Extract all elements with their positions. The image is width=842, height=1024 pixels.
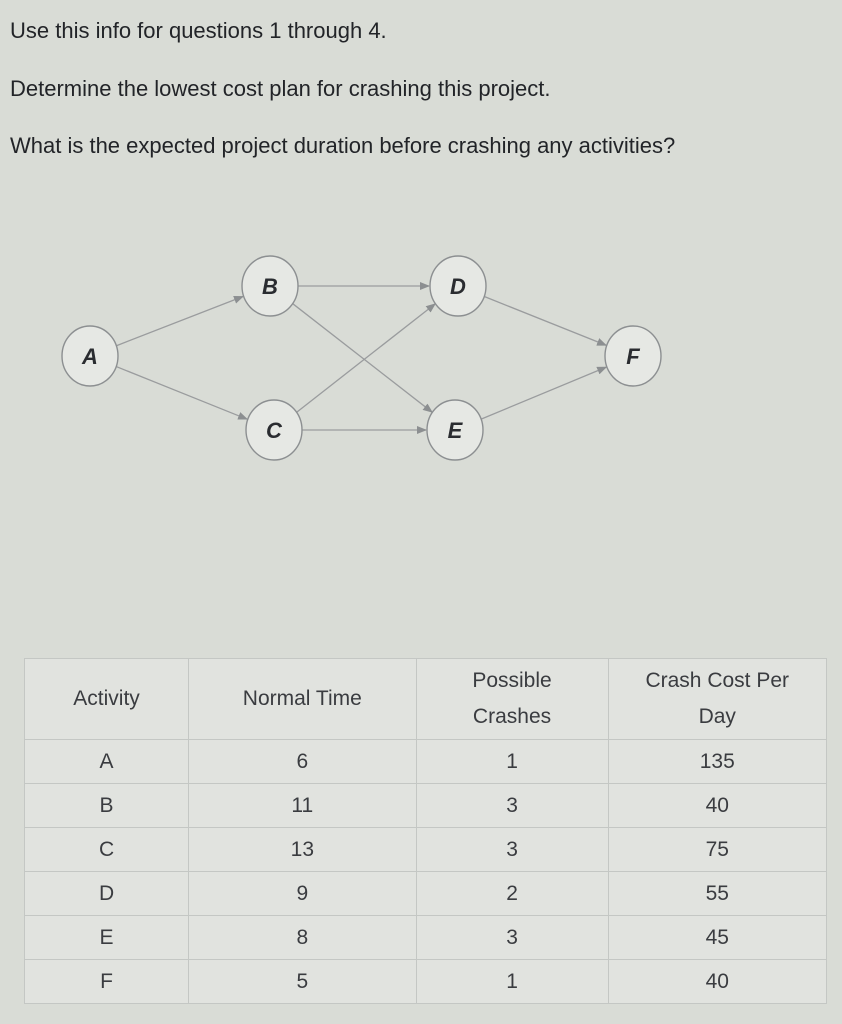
- table-row: [25, 828, 827, 872]
- node-label: F: [626, 344, 640, 369]
- cell-normal-time: 13: [189, 828, 416, 872]
- cell-possible-crashes: 3: [416, 784, 608, 828]
- cell-activity: A: [25, 740, 189, 784]
- cell-activity: F: [25, 960, 189, 1004]
- cell-crash-cost: 40: [608, 960, 827, 1004]
- cell-crash-cost: 55: [608, 872, 827, 916]
- header-normal-time: Normal Time: [189, 659, 416, 740]
- activity-table: [24, 658, 827, 1004]
- cell-possible-crashes: 2: [416, 872, 608, 916]
- arrow-a-to-b: [116, 297, 243, 346]
- arrow-d-to-f: [484, 296, 606, 345]
- node-a: [62, 326, 118, 386]
- cell-normal-time: 11: [189, 784, 416, 828]
- node-b: [242, 256, 298, 316]
- cell-activity: E: [25, 916, 189, 960]
- table-row: [25, 960, 827, 1004]
- arrow-e-to-f: [481, 367, 606, 419]
- table-row: [25, 784, 827, 828]
- table-row: [25, 740, 827, 784]
- cell-crash-cost: 75: [608, 828, 827, 872]
- cell-crash-cost: 45: [608, 916, 827, 960]
- header-crash-cost-per-day: Crash Cost Per Day: [608, 659, 827, 740]
- question-crash-plan: Determine the lowest cost plan for crashing this project.: [10, 76, 551, 101]
- cell-crash-cost: 40: [608, 784, 827, 828]
- node-label: B: [262, 274, 278, 299]
- table-row: [25, 916, 827, 960]
- node-c: [246, 400, 302, 460]
- node-label: D: [450, 274, 466, 299]
- cell-activity: B: [25, 784, 189, 828]
- cell-crash-cost: 135: [608, 740, 827, 784]
- node-label: E: [447, 418, 463, 443]
- arrow-b-to-e: [292, 303, 432, 412]
- cell-possible-crashes: 1: [416, 740, 608, 784]
- node-f: [605, 326, 661, 386]
- cell-possible-crashes: 3: [416, 828, 608, 872]
- cell-possible-crashes: 1: [416, 960, 608, 1004]
- question-expected-duration: What is the expected project duration before crashing any activities?: [10, 133, 676, 158]
- cell-normal-time: 8: [189, 916, 416, 960]
- cell-normal-time: 9: [189, 872, 416, 916]
- node-d: [430, 256, 486, 316]
- arrow-a-to-c: [116, 366, 247, 419]
- header-possible-crashes: Possible Crashes: [416, 659, 608, 740]
- cell-normal-time: 6: [189, 740, 416, 784]
- header-activity: Activity: [25, 659, 189, 740]
- node-label: A: [82, 344, 98, 369]
- cell-activity: C: [25, 828, 189, 872]
- arrow-c-to-d: [296, 304, 435, 413]
- question-intro: Use this info for questions 1 through 4.: [10, 18, 387, 43]
- cell-activity: D: [25, 872, 189, 916]
- node-label: C: [266, 418, 282, 443]
- table-row: [25, 872, 827, 916]
- project-network-diagram: [0, 240, 842, 490]
- table-header-row: [25, 659, 827, 740]
- cell-possible-crashes: 3: [416, 916, 608, 960]
- node-e: [427, 400, 483, 460]
- cell-normal-time: 5: [189, 960, 416, 1004]
